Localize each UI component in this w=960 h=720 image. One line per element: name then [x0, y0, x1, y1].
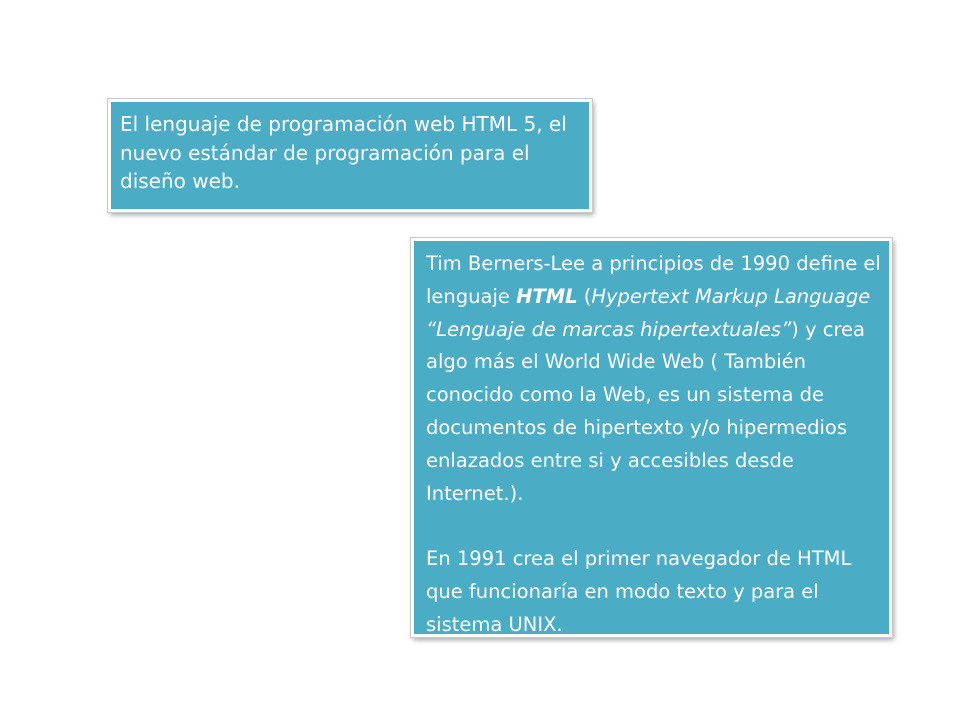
- paragraph-gap: [426, 510, 881, 543]
- history-paragraph-1: [426, 248, 881, 510]
- history-p1-part-a: Tim Berners-Lee a principios de 1990 define el lenguaje: [426, 252, 881, 308]
- history-text-box: [411, 238, 892, 637]
- intro-text: El lenguaje de programación web HTML 5, el nuevo estándar de programación para el diseño web.: [120, 112, 567, 193]
- html-acronym: HTML: [516, 284, 578, 308]
- intro-text-box: [108, 99, 592, 212]
- history-p1-part-b: (: [577, 284, 592, 308]
- html-expansion: Hypertext Markup Language “Lenguaje de marcas hipertextuales”: [426, 284, 871, 341]
- history-p1-part-c: ) y crea algo más el World Wide Web ( También conocido como la Web, es un sistema de documentos de hipertexto y/o hipermedios enlazados entre si y accesibles desde Internet.).: [426, 317, 865, 505]
- history-paragraph-2: En 1991 crea el primer navegador de HTML que funcionaría en modo texto y para el sistema UNIX.: [426, 547, 852, 636]
